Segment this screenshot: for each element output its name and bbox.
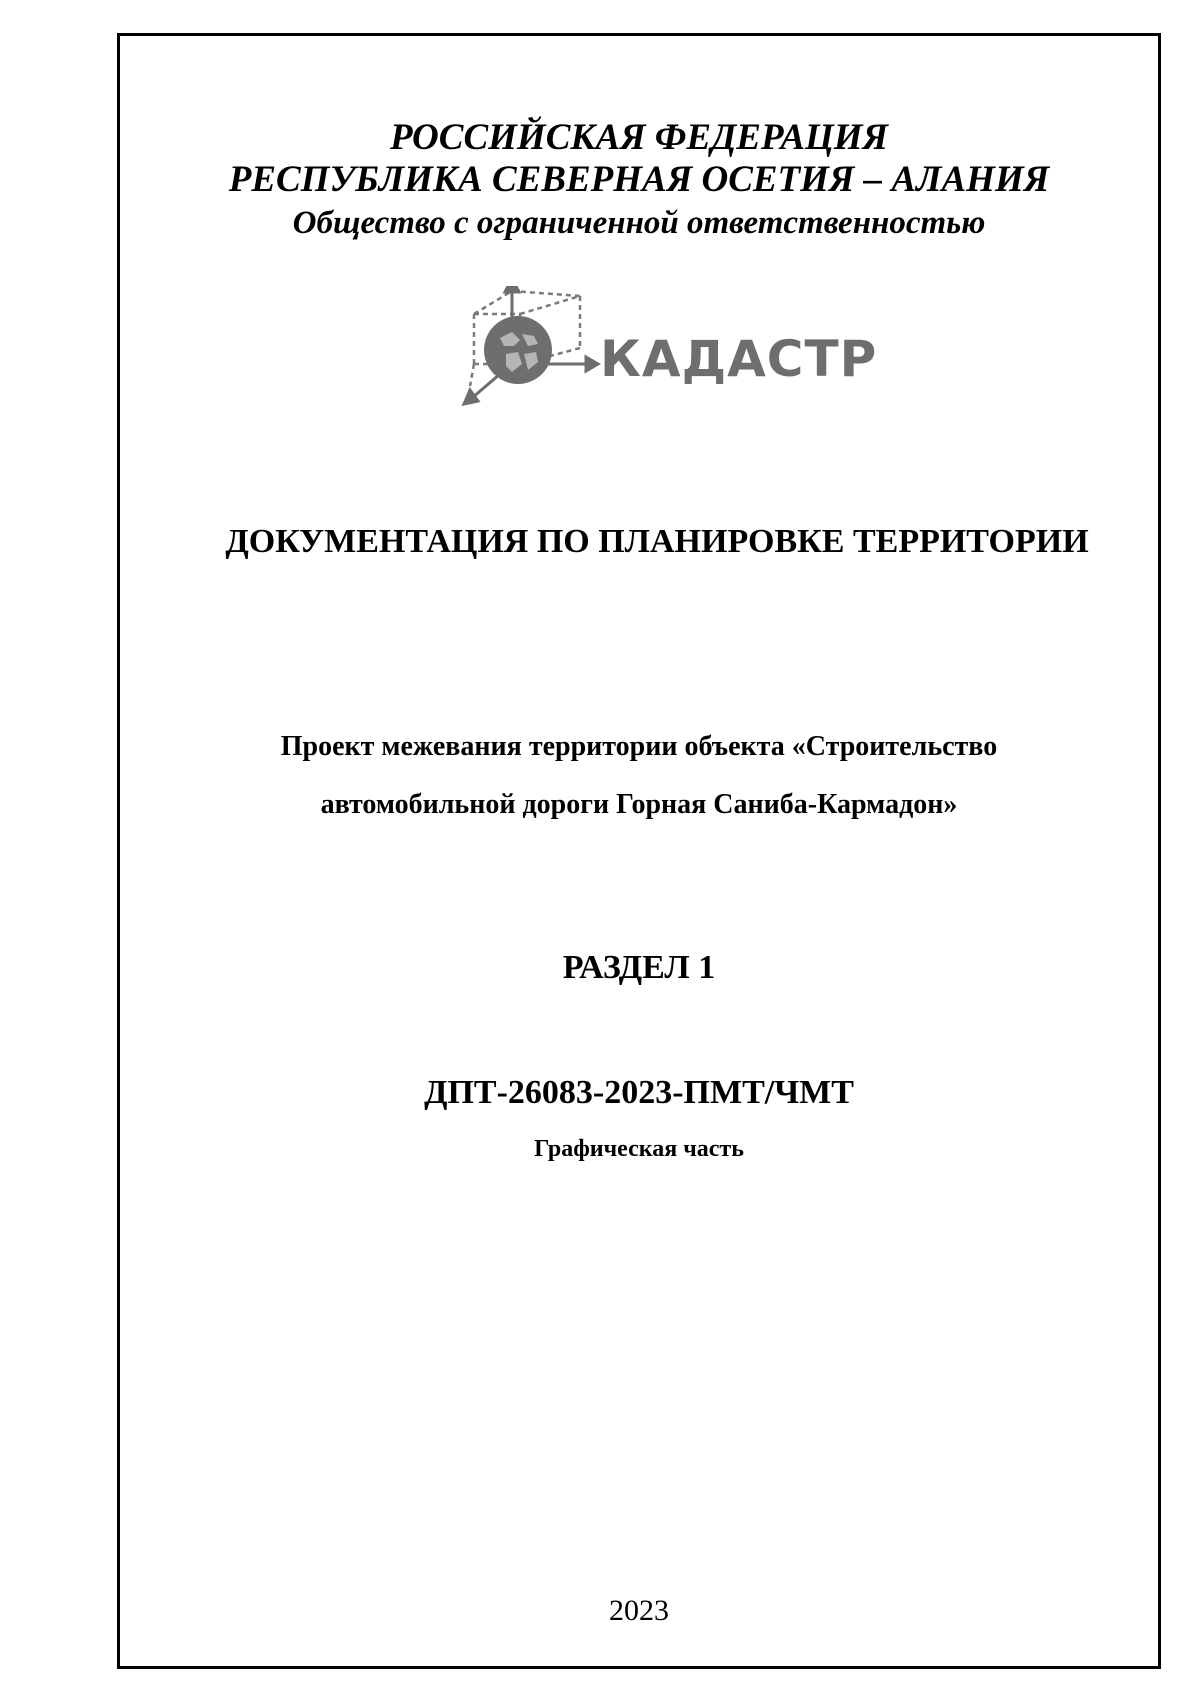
header-republic: РЕСПУБЛИКА СЕВЕРНАЯ ОСЕТИЯ – АЛАНИЯ bbox=[228, 159, 1050, 200]
header-organization-type: Общество с ограниченной ответственностью bbox=[292, 205, 986, 241]
project-name-line-1: Проект межевания территории объекта «Строительство bbox=[280, 731, 998, 762]
header-country: РОССИЙСКАЯ ФЕДЕРАЦИЯ bbox=[389, 117, 889, 158]
document-title: ДОКУМЕНТАЦИЯ ПО ПЛАНИРОВКЕ ТЕРРИТОРИИ bbox=[225, 523, 1089, 560]
project-name-line-2: автомобильной дороги Горная Саниба-Кармадон» bbox=[320, 789, 958, 820]
company-logo bbox=[460, 286, 880, 426]
globe-arrows-icon bbox=[460, 286, 610, 426]
page-border-frame bbox=[117, 33, 1161, 1669]
section-label: РАЗДЕЛ 1 bbox=[562, 949, 716, 986]
document-subtitle: Графическая часть bbox=[534, 1136, 744, 1162]
document-year: 2023 bbox=[609, 1594, 669, 1627]
document-code: ДПТ-26083-2023-ПМТ/ЧМТ bbox=[424, 1074, 854, 1111]
logo-wordmark: КАДАСТР bbox=[600, 330, 878, 388]
